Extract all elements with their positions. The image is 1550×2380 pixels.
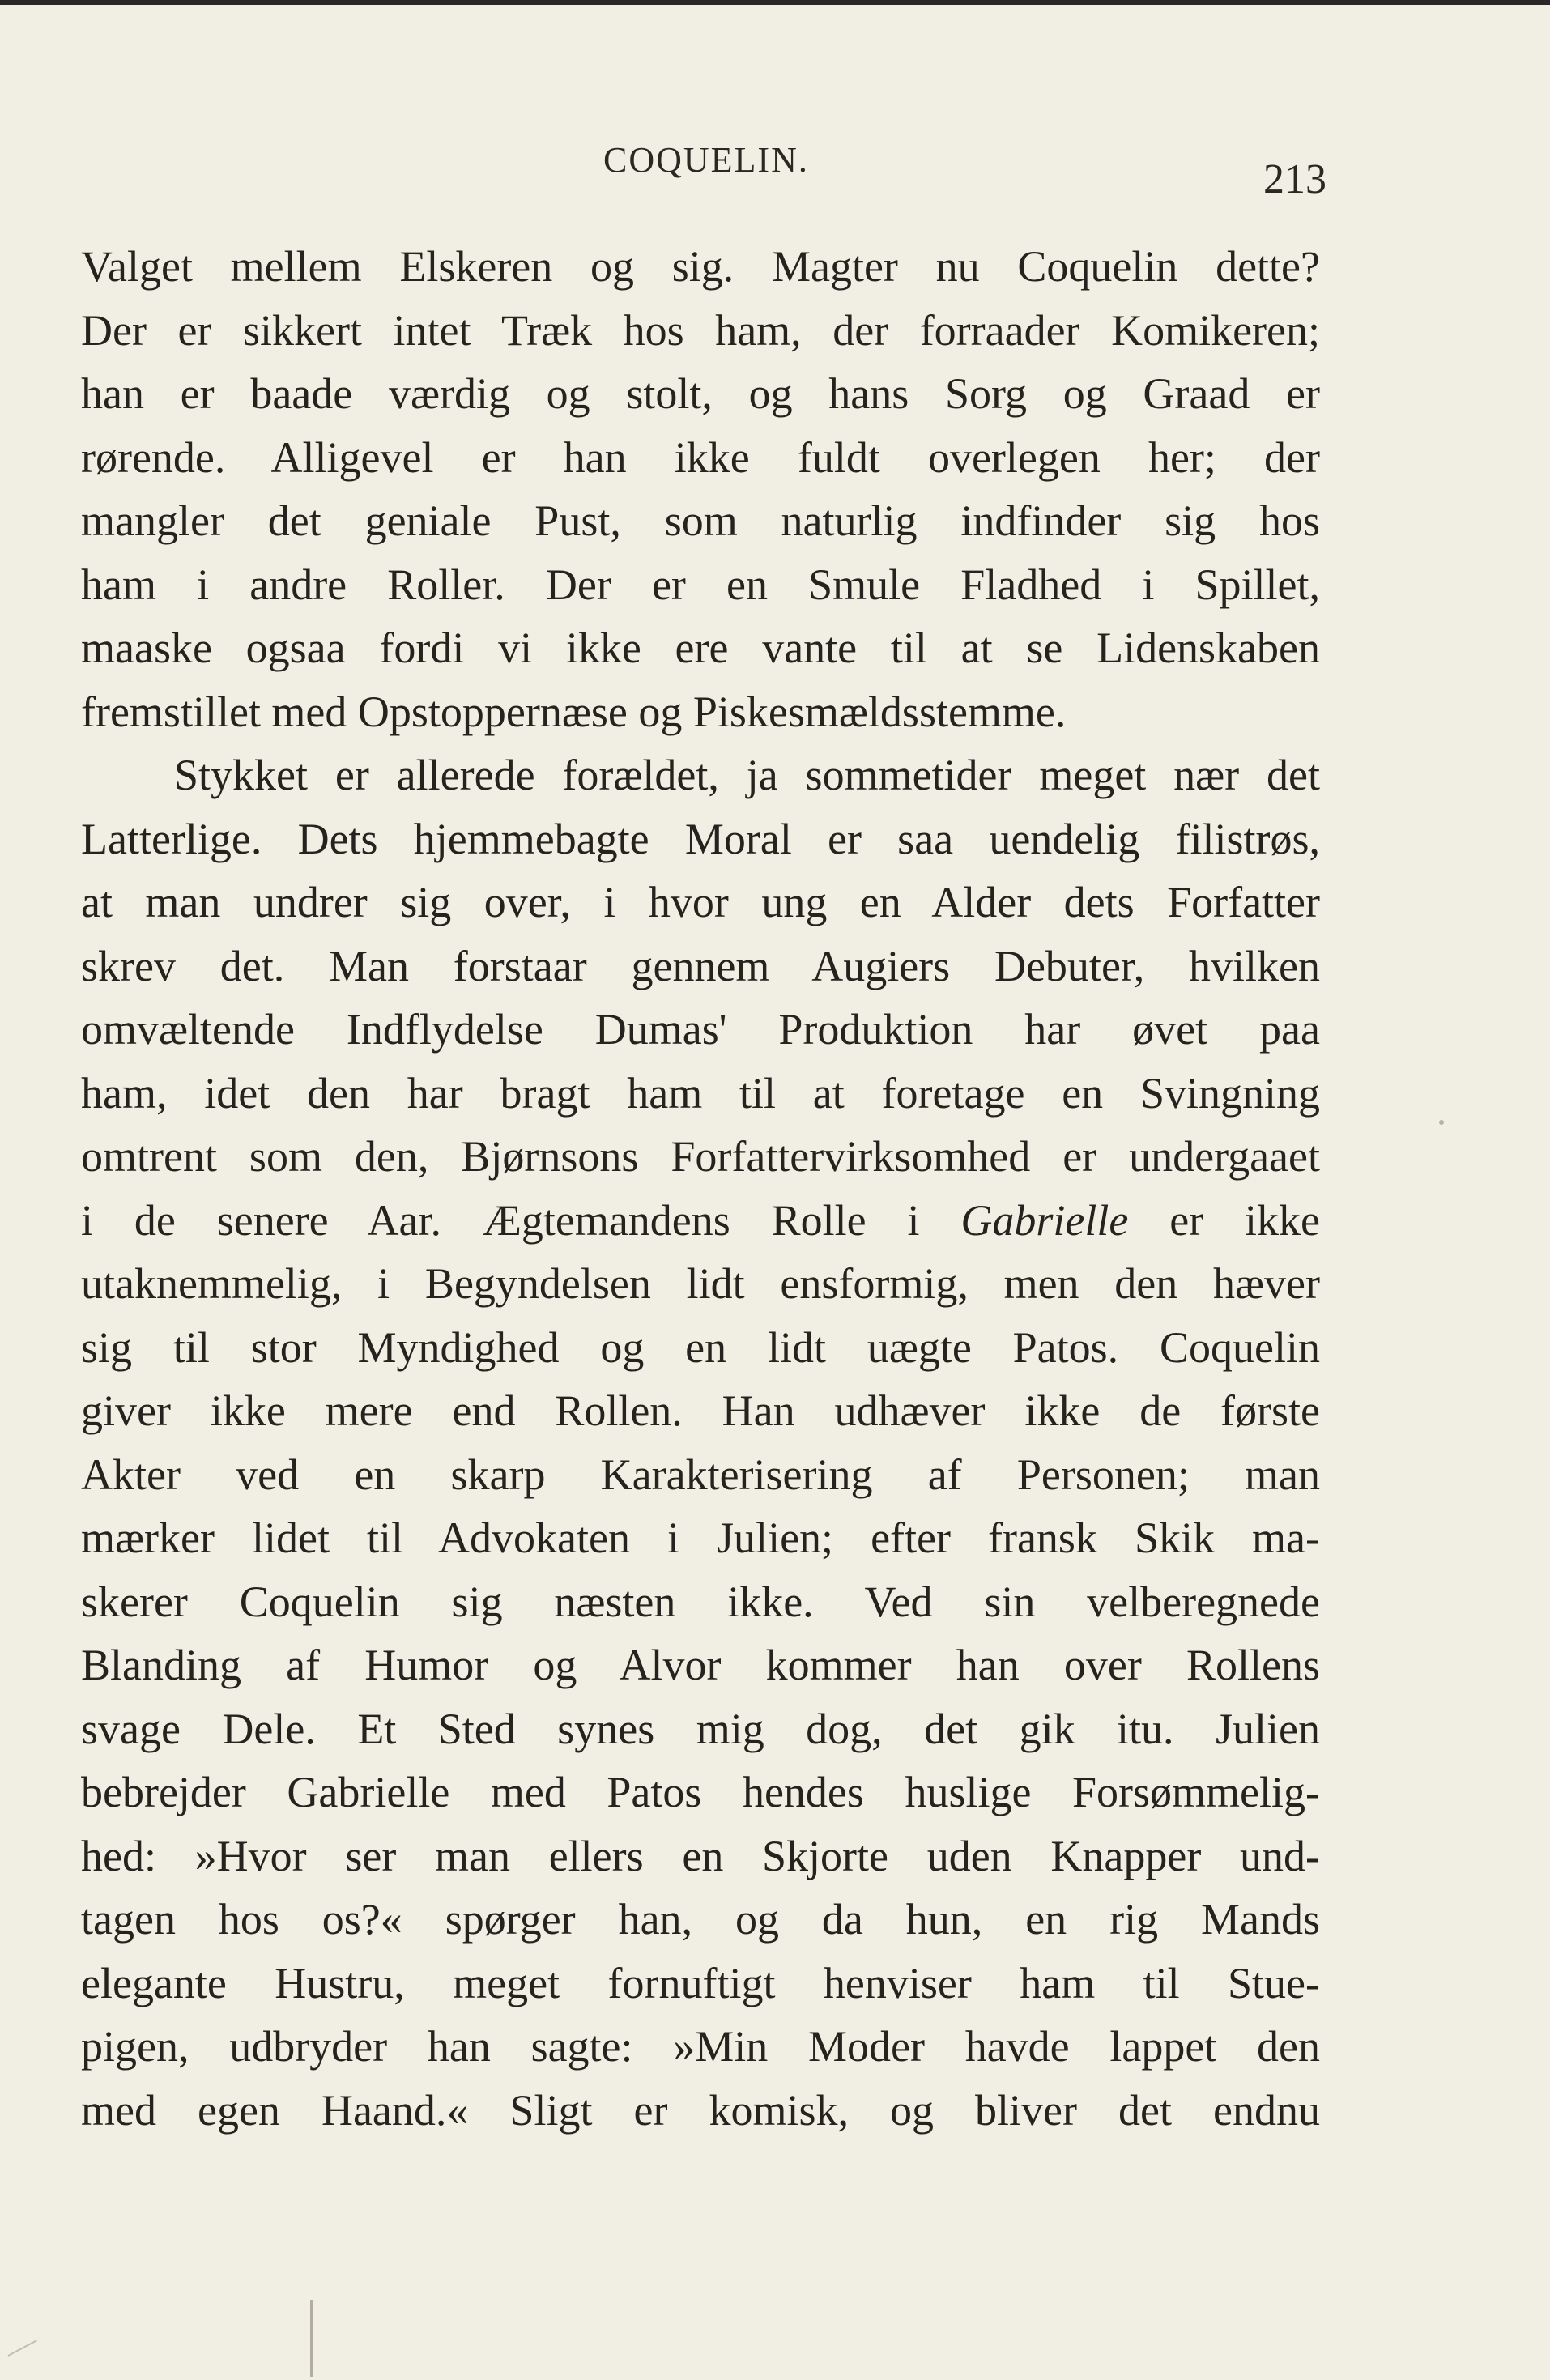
text-line: omvæltende Indflydelse Dumas' Produktion har øvet paa <box>81 1005 1320 1054</box>
text-line: mangler det geniale Pust, som naturlig indfinder sig hos <box>81 496 1320 545</box>
text-line: Akter ved en skarp Karakterisering af Personen; man <box>81 1450 1320 1499</box>
text-line: at man undrer sig over, i hvor ung en Alder dets Forfatter <box>81 878 1320 926</box>
text-line: utaknemmelig, i Begyndelsen lidt ensformig, men den hæver <box>81 1259 1320 1308</box>
text-line: Blanding af Humor og Alvor kommer han over Rollens <box>81 1641 1320 1689</box>
text-line-with-title <box>81 1189 1320 1253</box>
text-line: omtrent som den, Bjørnsons Forfattervirksomhed er undergaaet <box>81 1132 1320 1181</box>
text-line: pigen, udbryder han sagte: »Min Moder havde lappet den <box>81 2022 1320 2071</box>
text-line: bebrejder Gabrielle med Patos hendes huslige Forsømmelig- <box>81 1768 1320 1816</box>
text-line: Latterlige. Dets hjemmebagte Moral er saa uendelig filistrøs, <box>81 814 1320 863</box>
page-top-edge <box>0 0 1550 5</box>
text-line: sig til stor Myndighed og en lidt uægte Patos. Coquelin <box>81 1322 1320 1372</box>
paragraph-first-line: Stykket er allerede forældet, ja sommetider meget nær det <box>174 751 1320 799</box>
text-line: svage Dele. Et Sted synes mig dog, det gik itu. Julien <box>81 1704 1320 1753</box>
text-segment: i de senere Aar. Ægtemandens Rolle i <box>81 1195 920 1245</box>
corner-fold-mark <box>310 2300 313 2377</box>
text-line: han er baade værdig og stolt, og hans Sorg og Graad er <box>81 369 1320 418</box>
margin-speck <box>1439 1120 1444 1125</box>
text-line: ham, idet den har bragt ham til at foretage en Svingning <box>81 1068 1320 1118</box>
text-line: mærker lidet til Advokaten i Julien; efter fransk Skik ma- <box>81 1514 1320 1562</box>
text-line: rørende. Alligevel er han ikke fuldt overlegen her; der <box>81 432 1320 482</box>
text-line: hed: »Hvor ser man ellers en Skjorte uden Knapper und- <box>81 1831 1320 1880</box>
running-head: COQUELIN. <box>603 140 809 180</box>
body-text <box>81 235 1320 2142</box>
text-line: ham i andre Roller. Der er en Smule Fladhed i Spillet, <box>81 560 1320 609</box>
text-line: med egen Haand.« Sligt er komisk, og bliver det endnu <box>81 2085 1320 2135</box>
text-line: Valget mellem Elskeren og sig. Magter nu Coquelin dette? <box>81 242 1320 291</box>
text-line: giver ikke mere end Rollen. Han udhæver ikke de første <box>81 1386 1320 1435</box>
play-title: Gabrielle <box>960 1195 1129 1245</box>
text-line: skrev det. Man forstaar gennem Augiers Debuter, hvilken <box>81 941 1320 990</box>
corner-scratch-mark <box>8 2340 37 2357</box>
text-line: Der er sikkert intet Træk hos ham, der forraader Komikeren; <box>81 305 1320 355</box>
text-segment: er ikke <box>1169 1195 1321 1245</box>
text-line: tagen hos os?« spørger han, og da hun, en rig Mands <box>81 1895 1320 1944</box>
text-line: maaske ogsaa fordi vi ikke ere vante til at se Lidenskaben <box>81 624 1320 672</box>
text-line: skerer Coquelin sig næsten ikke. Ved sin velberegnede <box>81 1577 1320 1626</box>
text-line: elegante Hustru, meget fornuftigt henviser ham til Stue- <box>81 1958 1320 2007</box>
page-number: 213 <box>1263 156 1326 202</box>
paragraph-last-line: fremstillet med Opstoppernæse og Piskesmældsstemme. <box>81 687 1067 736</box>
